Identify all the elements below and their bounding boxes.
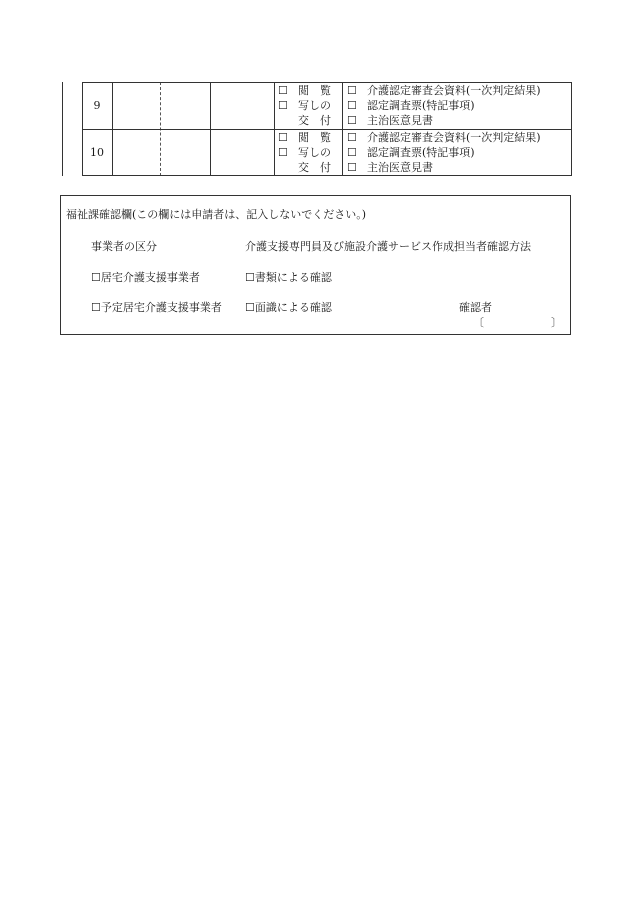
method-label-copy: 写しの [298, 146, 331, 159]
confirmation-box [60, 195, 571, 335]
document-label: 介護認定審査会資料(一次判定結果) [367, 131, 541, 144]
confirmation-method-header: 介護支援専門員及び施設介護サービス作成担当者確認方法 [245, 240, 531, 253]
confirmer-bracket-close: 〕 [551, 316, 562, 329]
method-checkbox[interactable]: ☐ [278, 99, 288, 112]
confirmer-bracket-open: 〔 [473, 316, 484, 329]
table-left-border [62, 82, 63, 176]
document-checkbox[interactable]: ☐ [347, 114, 357, 127]
confirmer-label: 確認者 [459, 301, 492, 314]
method-label-issue: 交 付 [298, 114, 331, 127]
document-checkbox[interactable]: ☐ [347, 84, 357, 97]
document-checkbox[interactable]: ☐ [347, 131, 357, 144]
document-checkbox[interactable]: ☐ [347, 161, 357, 174]
row-border-middle [82, 129, 572, 130]
document-label: 主治医意見書 [367, 161, 433, 174]
request-table [62, 82, 572, 176]
method-checkbox[interactable]: ☐ [278, 146, 288, 159]
document-label: 主治医意見書 [367, 114, 433, 127]
confirmation-title: 福祉課確認欄(この欄には申請者は、記入しないでください。) [66, 208, 367, 221]
document-label: 介護認定審査会資料(一次判定結果) [367, 84, 541, 97]
method-label-issue: 交 付 [298, 161, 331, 174]
document-checkbox[interactable]: ☐ [347, 99, 357, 112]
business-category-header: 事業者の区分 [91, 240, 157, 253]
document-checkbox[interactable]: ☐ [347, 146, 357, 159]
method-label-view: 閲 覧 [298, 131, 331, 144]
method-face-to-face-confirmation[interactable]: ☐面識による確認 [245, 301, 332, 314]
method-checkbox[interactable]: ☐ [278, 84, 288, 97]
option-planned-home-care-support[interactable]: ☐予定居宅介護支援事業者 [91, 301, 222, 314]
row-number: 9 [93, 99, 101, 112]
document-label: 認定調査票(特記事項) [367, 99, 475, 112]
option-home-care-support[interactable]: ☐居宅介護支援事業者 [91, 271, 200, 284]
document-label: 認定調査票(特記事項) [367, 146, 475, 159]
row-border-bottom [82, 175, 572, 176]
row-number: 10 [90, 146, 104, 159]
method-checkbox[interactable]: ☐ [278, 131, 288, 144]
row-border-top [82, 82, 572, 83]
method-label-view: 閲 覧 [298, 84, 331, 97]
method-document-confirmation[interactable]: ☐書類による確認 [245, 271, 332, 284]
method-label-copy: 写しの [298, 99, 331, 112]
